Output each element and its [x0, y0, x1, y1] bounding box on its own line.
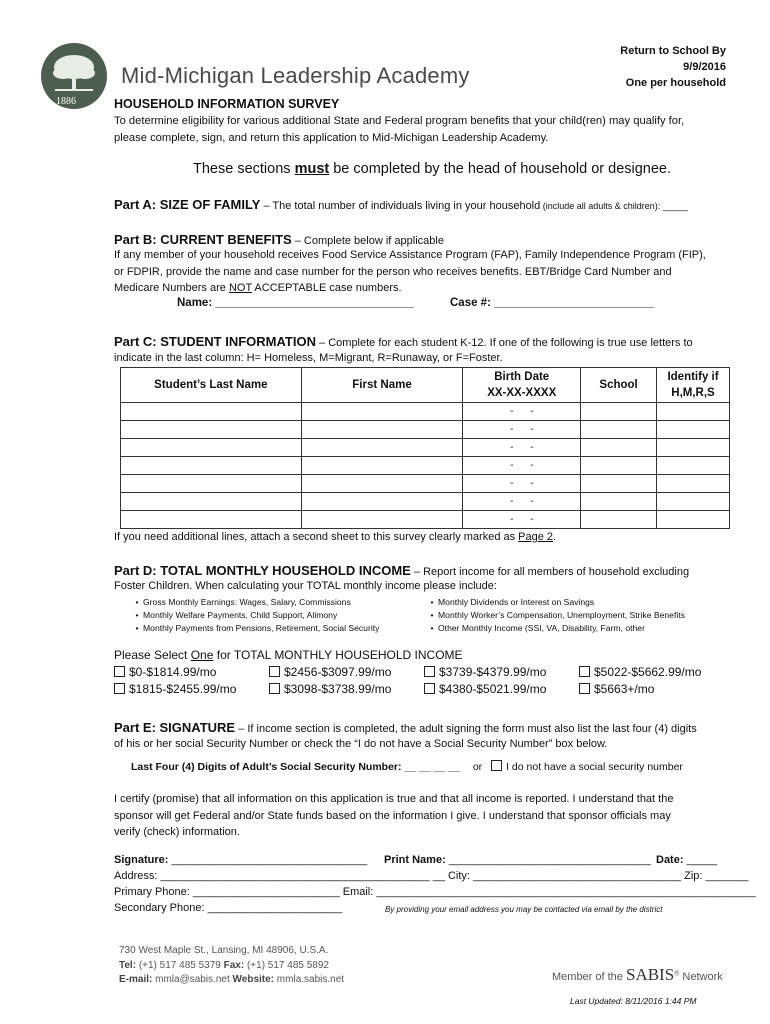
- checkbox[interactable]: [114, 666, 125, 677]
- income-list-right: [426, 596, 685, 636]
- cell-identify[interactable]: [657, 511, 730, 529]
- identify-label: Identify if: [667, 371, 719, 383]
- list-item-text: Gross Monthly Earnings: Wages, Salary, Commissions: [143, 597, 351, 607]
- part-a: [114, 196, 688, 214]
- part-b-text: [114, 247, 744, 297]
- checkbox[interactable]: [424, 683, 435, 694]
- income-option[interactable]: [424, 665, 546, 679]
- return-info: [560, 43, 726, 91]
- list-item: • Other Monthly Income (SSI, VA, Disability, Farm, other: [430, 623, 645, 634]
- list-item-text: Monthly Worker’s Compensation, Unemployment, Strike Benefits: [438, 610, 685, 621]
- registered-mark: ®: [674, 970, 680, 978]
- cell-school[interactable]: [581, 403, 657, 421]
- cell-first-name[interactable]: [301, 403, 463, 421]
- part-b-line: If any member of your household receives Food Service Assistance Program (FAP), Family Independence Program (FIP),: [114, 249, 706, 261]
- print-name-field[interactable]: [384, 854, 651, 866]
- text: If you need additional lines, attach a second sheet to this survey clearly marked as: [114, 531, 519, 543]
- option-label: $3098-$3738.99/mo: [284, 682, 392, 696]
- return-note: One per household: [625, 77, 726, 89]
- survey-title: HOUSEHOLD INFORMATION SURVEY: [114, 97, 340, 111]
- dash: –: [235, 723, 248, 735]
- website-value: mmla.sabis.net: [274, 974, 345, 985]
- list-item-text: Monthly Welfare Payments, Child Support, Alimony: [143, 610, 338, 621]
- checkbox[interactable]: [114, 683, 125, 694]
- cell-birth-date[interactable]: - -: [463, 493, 581, 511]
- income-option[interactable]: [424, 682, 546, 696]
- cell-school[interactable]: [581, 457, 657, 475]
- text: Network: [679, 971, 723, 983]
- text: .: [553, 531, 557, 543]
- table-row: [121, 439, 730, 457]
- or-text: or: [472, 761, 483, 773]
- email-value: mmla@sabis.net: [152, 974, 233, 985]
- cell-identify[interactable]: [657, 439, 730, 457]
- checkbox[interactable]: [579, 666, 590, 677]
- student-table: [120, 367, 730, 529]
- option-label: $3739-$4379.99/mo: [439, 665, 547, 679]
- income-select-instruction: [114, 648, 463, 662]
- cell-first-name[interactable]: [301, 457, 463, 475]
- intro-text: [114, 113, 734, 147]
- option-label: $2456-$3097.99/mo: [284, 665, 392, 679]
- cell-last-name[interactable]: [121, 475, 302, 493]
- option-label: $4380-$5021.99/mo: [439, 682, 547, 696]
- address-field[interactable]: Address: ____________________________________________ __ City: __________________________________ Zip: _______: [114, 870, 749, 882]
- cell-school[interactable]: [581, 475, 657, 493]
- part-e-title: Part E: SIGNATURE: [114, 720, 236, 735]
- part-e-desc: If income section is completed, the adult signing the form must also list the last four (4) digits: [247, 723, 697, 735]
- website-label: Website:: [232, 974, 275, 985]
- part-b-line: [114, 280, 744, 297]
- part-b-desc: Complete below if applicable: [303, 235, 444, 247]
- list-item: • Monthly Welfare Payments, Child Support, Alimony: [135, 610, 338, 621]
- cell-birth-date[interactable]: - -: [463, 475, 581, 493]
- must-before: These sections: [193, 161, 295, 177]
- checkbox[interactable]: [269, 683, 280, 694]
- certify-line: verify (check) information.: [114, 826, 240, 838]
- cell-school[interactable]: [581, 511, 657, 529]
- col-birth-date: [463, 368, 581, 403]
- part-c-title: Part C: STUDENT INFORMATION: [114, 334, 316, 349]
- cell-birth-date[interactable]: - -: [463, 403, 581, 421]
- footer-address: [119, 944, 344, 988]
- part-d-title: Part D: TOTAL MONTHLY HOUSEHOLD INCOME: [114, 563, 411, 578]
- page-2-ref: Page 2: [518, 531, 554, 543]
- primary-phone-field[interactable]: Primary Phone: ________________________ Email: ______________________________________________________________: [114, 886, 756, 898]
- cell-birth-date[interactable]: - -: [463, 511, 581, 529]
- checkbox[interactable]: [579, 683, 590, 694]
- certify-line: I certify (promise) that all information on this application is true and that all income is reported. I understand that the: [114, 793, 674, 805]
- contact-line: [119, 973, 344, 988]
- street-address: 730 West Maple St., Lansing, MI 48906, U.S.A.: [119, 945, 329, 956]
- income-option[interactable]: [269, 682, 391, 696]
- benefit-case-field[interactable]: Case #: _________________________: [450, 297, 655, 309]
- cell-identify[interactable]: [657, 421, 730, 439]
- phone-line: [119, 959, 344, 974]
- income-list-left: [131, 596, 379, 636]
- part-a-field[interactable]: (include all adults & children): _____: [540, 201, 688, 211]
- must-instruction: [193, 161, 671, 177]
- cell-birth-date[interactable]: - -: [463, 421, 581, 439]
- signature-label: Signature:: [114, 854, 169, 866]
- text: Member of the: [552, 971, 626, 983]
- text: Medicare Numbers are: [114, 282, 229, 294]
- text: ACCEPTABLE case numbers.: [251, 282, 402, 294]
- print-name-label: Print Name:: [384, 854, 446, 866]
- cell-last-name[interactable]: [121, 457, 302, 475]
- tel-value: (+1) 517 485 5379: [136, 959, 224, 971]
- cell-last-name[interactable]: [121, 421, 302, 439]
- table-row: [121, 493, 730, 511]
- part-a-title: Part A: SIZE OF FAMILY: [114, 197, 261, 212]
- option-label: $5022-$5662.99/mo: [594, 665, 702, 679]
- return-label: Return to School By: [620, 45, 726, 57]
- table-row: [121, 475, 730, 493]
- org-name: Mid-Michigan Leadership Academy: [121, 63, 470, 88]
- part-d-line2: Foster Children. When calculating your TOTAL monthly income please include:: [114, 580, 497, 592]
- cell-first-name[interactable]: [301, 475, 463, 493]
- dash: –: [410, 566, 424, 578]
- date-label: Date:: [656, 854, 684, 866]
- checkbox[interactable]: [424, 666, 435, 677]
- return-date: 9/9/2016: [683, 61, 726, 73]
- table-row: [121, 511, 730, 529]
- list-item-text: Monthly Payments from Pensions, Retirement, Social Security: [143, 623, 380, 634]
- part-a-desc: The total number of individuals living in your household: [272, 200, 541, 212]
- col-last-name: Student’s Last Name: [121, 368, 302, 403]
- cell-school[interactable]: [581, 421, 657, 439]
- income-option[interactable]: [114, 682, 236, 696]
- dash: –: [260, 200, 273, 212]
- birth-date-label: Birth Date: [494, 371, 550, 383]
- cell-last-name[interactable]: [121, 403, 302, 421]
- list-item-text: Monthly Dividends or Interest on Savings: [438, 597, 595, 607]
- ssn-field[interactable]: Last Four (4) Digits of Adult’s Social Security Number: __ __ __ __: [131, 761, 460, 773]
- part-c-heading: [114, 333, 693, 351]
- part-b-title: Part B: CURRENT BENEFITS: [114, 232, 292, 247]
- part-d-desc: Report income for all members of household excluding: [423, 566, 690, 578]
- cell-school[interactable]: [581, 439, 657, 457]
- date-field[interactable]: [656, 854, 717, 866]
- signature-line: ________________________________: [168, 854, 368, 866]
- cell-first-name[interactable]: [301, 421, 463, 439]
- part-e-line2: of his or her social Security Number or check the “I do not have a Social Security Number” box below.: [114, 738, 608, 750]
- cell-birth-date[interactable]: - -: [463, 439, 581, 457]
- intro-line: please complete, sign, and return this application to Mid-Michigan Leadership Academy.: [114, 132, 549, 144]
- income-option[interactable]: [579, 682, 654, 696]
- income-option[interactable]: [114, 665, 216, 679]
- not-emphasis: NOT: [228, 282, 252, 294]
- table-row: [121, 403, 730, 421]
- cell-last-name[interactable]: [121, 439, 302, 457]
- text: for TOTAL MONTHLY HOUSEHOLD INCOME: [213, 648, 463, 662]
- part-b-line: or FDPIR, provide the name and case number for the person who receives benefits. EBT/Bridge Card Number and: [114, 265, 672, 278]
- cell-identify[interactable]: [657, 403, 730, 421]
- certify-text: [114, 791, 744, 841]
- cell-identify[interactable]: [657, 493, 730, 511]
- cell-last-name[interactable]: [121, 493, 302, 511]
- email-note: By providing your email address you may be contacted via email by the district: [385, 905, 663, 914]
- list-item: • Gross Monthly Earnings: Wages, Salary, Commissions: [135, 597, 351, 607]
- table-header-row: [121, 368, 730, 403]
- no-ssn-checkbox[interactable]: [491, 760, 502, 771]
- dash: –: [291, 235, 304, 247]
- sabis-network: [552, 965, 723, 985]
- col-identify: [657, 368, 730, 403]
- text: Please Select: [114, 648, 191, 662]
- sabis-logo: SABIS: [625, 965, 675, 984]
- secondary-phone-field[interactable]: Secondary Phone: ______________________: [114, 902, 343, 914]
- email-label: E-mail:: [119, 974, 153, 985]
- must-emphasis: must: [294, 161, 330, 177]
- cell-first-name[interactable]: [301, 511, 463, 529]
- option-label: $0-$1814.99/mo: [129, 665, 217, 679]
- must-after: be completed by the head of household or designee.: [329, 161, 672, 177]
- birth-date-format: XX-XX-XXXX: [487, 387, 557, 399]
- option-label: $1815-$2455.99/mo: [129, 682, 237, 696]
- list-item: • Monthly Dividends or Interest on Savings: [430, 597, 595, 607]
- one-emphasis: One: [190, 648, 214, 662]
- cell-school[interactable]: [581, 493, 657, 511]
- col-first-name: First Name: [301, 368, 463, 403]
- tel-label: Tel:: [119, 959, 137, 971]
- ssn-row: [131, 760, 683, 773]
- last-updated: Last Updated: 8/11/2016 1:44 PM: [570, 996, 697, 1006]
- print-name-line: _________________________________: [445, 854, 651, 866]
- cell-first-name[interactable]: [301, 493, 463, 511]
- option-label: $5663+/mo: [594, 682, 655, 696]
- fax-value: (+1) 517 485 5892: [244, 959, 329, 971]
- income-option[interactable]: [269, 665, 391, 679]
- logo-year: 1886: [56, 96, 76, 107]
- fax-label: Fax:: [223, 959, 245, 971]
- cell-first-name[interactable]: [301, 439, 463, 457]
- identify-codes: H,M,R,S: [671, 387, 715, 399]
- list-item: • Monthly Worker’s Compensation, Unemployment, Strike Benefits: [430, 610, 685, 621]
- extra-lines-note: [114, 529, 556, 546]
- dash: –: [315, 337, 329, 349]
- list-item-text: Other Monthly Income (SSI, VA, Disability, Farm, other: [438, 623, 645, 634]
- benefit-name-field[interactable]: Name: _______________________________: [177, 297, 414, 309]
- cell-identify[interactable]: [657, 475, 730, 493]
- intro-line: To determine eligibility for various additional State and Federal program benefits that your child(ren) may qualify for,: [114, 115, 685, 127]
- income-option[interactable]: [579, 665, 701, 679]
- part-e-heading: [114, 719, 697, 737]
- table-row: [121, 457, 730, 475]
- part-c-line2: indicate in the last column: H= Homeless, M=Migrant, R=Runaway, or F=Foster.: [114, 352, 503, 364]
- certify-line: sponsor will get Federal and/or State funds based on the information I give. I understand that sponsor officials may: [114, 809, 671, 822]
- list-item: • Monthly Payments from Pensions, Retirement, Social Security: [135, 623, 380, 634]
- cell-identify[interactable]: [657, 457, 730, 475]
- date-line: _____: [683, 854, 718, 866]
- table-row: [121, 421, 730, 439]
- col-school: School: [581, 368, 657, 403]
- part-c-desc: Complete for each student K-12. If one of the following is true use letters to: [328, 337, 693, 349]
- signature-field[interactable]: [114, 854, 367, 866]
- cell-birth-date[interactable]: - -: [463, 457, 581, 475]
- checkbox[interactable]: [269, 666, 280, 677]
- cell-last-name[interactable]: [121, 511, 302, 529]
- no-ssn-label: I do not have a social security number: [506, 761, 683, 773]
